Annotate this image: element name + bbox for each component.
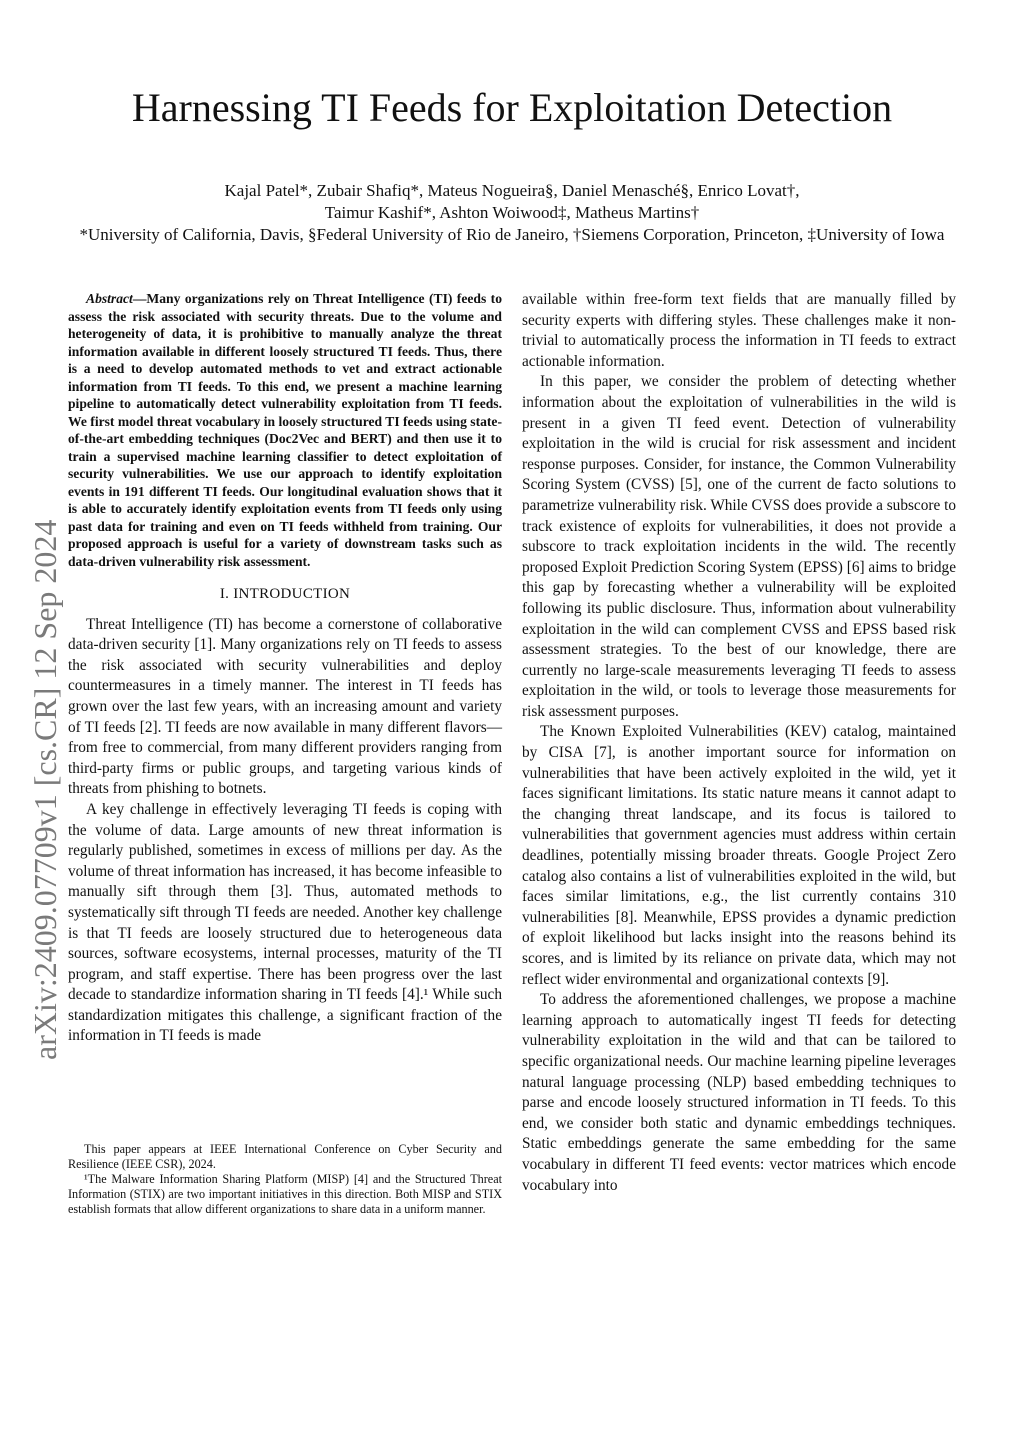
- footnotes: [68, 1142, 502, 1217]
- affiliations: *University of California, Davis, §Federal University of Rio de Janeiro, †Siemens Corporation, Princeton, ‡University of Iowa: [79, 225, 945, 244]
- left-paragraph-2: A key challenge in effectively leveraging TI feeds is coping with the volume of data. Large amounts of new threat information is regularly published, sometimes in excess of millions per day. As the volume of threat information has increased, it has become infeasible to manually sift through them [3]. Thus, automated methods to systematically sift through TI feeds are needed. Another key challenge is that TI feeds are loosely structured due to heterogeneous data sources, software ecosystems, internal processes, maturity of the TI program, and staff expertise. There has been progress over the last decade to standardize information sharing in TI feeds [4].¹ While such standardization mitigates this challenge, a significant fraction of the information in TI feeds is made: [68, 800, 502, 1045]
- abstract: [68, 290, 502, 570]
- author-block: [0, 180, 1024, 246]
- left-paragraph-1: Threat Intelligence (TI) has become a cornerstone of collaborative data-driven security [1]. Many organizations rely on TI feeds to assess the risk associated with security vulnerabilities and deploy countermeasures in a timely manner. The interest in TI feeds has grown over the last few years, with an increasing amount and variety of TI feeds [2]. TI feeds are now available in many different flavors—from free to commercial, from many different providers ranging from third-party firms or public groups, and targeting various kinds of threats from phishing to botnets.: [68, 615, 502, 798]
- footnote-conference: This paper appears at IEEE International Conference on Cyber Security and Resilience (IEEE CSR), 2024.: [68, 1142, 502, 1171]
- right-column: [522, 290, 956, 1196]
- right-paragraph-4: To address the aforementioned challenges, we propose a machine learning approach to automatically ingest TI feeds for detecting vulnerability exploitation in the wild and that can be tailored to specific organizational needs. Our machine learning pipeline leverages natural language processing (NLP) based embedding techniques to parse and encode loosely structured information in TI feeds. To this end, we consider both static and dynamic embeddings techniques. Static embeddings generate the same embedding for the same vocabulary in different TI feed events: vector matrices which encode vocabulary into: [522, 991, 956, 1194]
- author-line-2: Taimur Kashif*, Ashton Woiwood‡, Matheus Martins†: [324, 203, 700, 222]
- right-paragraph-1: available within free-form text fields that are manually filled by security experts with differing styles. These challenges make it non-trivial to automatically process the information in TI feeds to extract actionable information.: [522, 291, 956, 370]
- abstract-text: —Many organizations rely on Threat Intelligence (TI) feeds to assess the risk associated with security threats. Due to the volume and heterogeneity of data, it is prohibitive to manually analyze the threat information available in different loosely structured TI feeds. Thus, there is a need to develop automated methods to vet and extract actionable information from TI feeds. To this end, we present a machine learning pipeline to automatically detect vulnerability exploitation from TI feeds. We first model threat vocabulary in loosely structured TI feeds using state-of-the-art embedding techniques (Doc2Vec and BERT) and then use it to train a supervised machine learning classifier to detect exploitation of security vulnerabilities. We use our approach to identify exploitation events in 191 different TI feeds. Our longitudinal evaluation shows that it is able to accurately identify exploitation events from TI feeds only using past data for training and even on TI feeds withheld from training. Our proposed approach is useful for a variety of downstream tasks such as data-driven vulnerability risk assessment.: [68, 291, 502, 569]
- left-column: [68, 290, 502, 1047]
- footnote-1: ¹The Malware Information Sharing Platform (MISP) [4] and the Structured Threat Information (STIX) are two important initiatives in this direction. Both MISP and STIX establish formats that allow different organizations to share data in a uniform manner.: [68, 1172, 502, 1216]
- right-paragraph-3: The Known Exploited Vulnerabilities (KEV) catalog, maintained by CISA [7], is another important source for information on vulnerabilities that have been actively exploited in the wild, yet it faces significant limitations. Its static nature means it cannot adapt to the changing threat landscape, and its focus is tailored to vulnerabilities that government agencies must address within certain deadlines, potentially missing broader threats. Google Project Zero catalog also contains a list of vulnerabilities exploited in the wild, but faces similar limitations, e.g., the list currently contains 310 vulnerabilities [8]. Meanwhile, EPSS provides a dynamic prediction of exploit likelihood but lacks insight into the reasons behind its scores, and is limited by its reliance on private data, which may not reflect wider environmental and organizational contexts [9].: [522, 723, 956, 988]
- section-heading-introduction: I. INTRODUCTION: [219, 586, 351, 602]
- arxiv-stamp: arXiv:2409.07709v1 [cs.CR] 12 Sep 2024: [27, 519, 63, 1060]
- abstract-label: Abstract: [86, 291, 133, 306]
- paper-title: Harnessing TI Feeds for Exploitation Detection: [131, 85, 893, 130]
- author-line-1: Kajal Patel*, Zubair Shafiq*, Mateus Nogueira§, Daniel Menasché§, Enrico Lovat†,: [224, 181, 800, 200]
- right-paragraph-2: In this paper, we consider the problem of detecting whether information about the exploitation of vulnerabilities in the wild is present in a given TI feed event. Detection of vulnerability exploitation in the wild is crucial for risk assessment and incident response purposes. Consider, for instance, the Common Vulnerability Scoring System (CVSS) [5], one of the current de facto solutions to parametrize vulnerability risk. While CVSS does provide a subscore to track existence of exploits for vulnerabilities, it does not provide a subscore to track exploitation incidents in the wild. The recently proposed Exploit Prediction Scoring System (EPSS) [6] aims to bridge this gap by forecasting whether a vulnerability will be exploited following its public disclosure. Thus, information about vulnerability exploitation in the wild can complement CVSS and EPSS based risk assessment strategies. To the best of our knowledge, there are currently no large-scale measurements leveraging TI feeds to assess exploitation in the wild, or tools to leverage those measurements for risk assessment purposes.: [522, 373, 956, 720]
